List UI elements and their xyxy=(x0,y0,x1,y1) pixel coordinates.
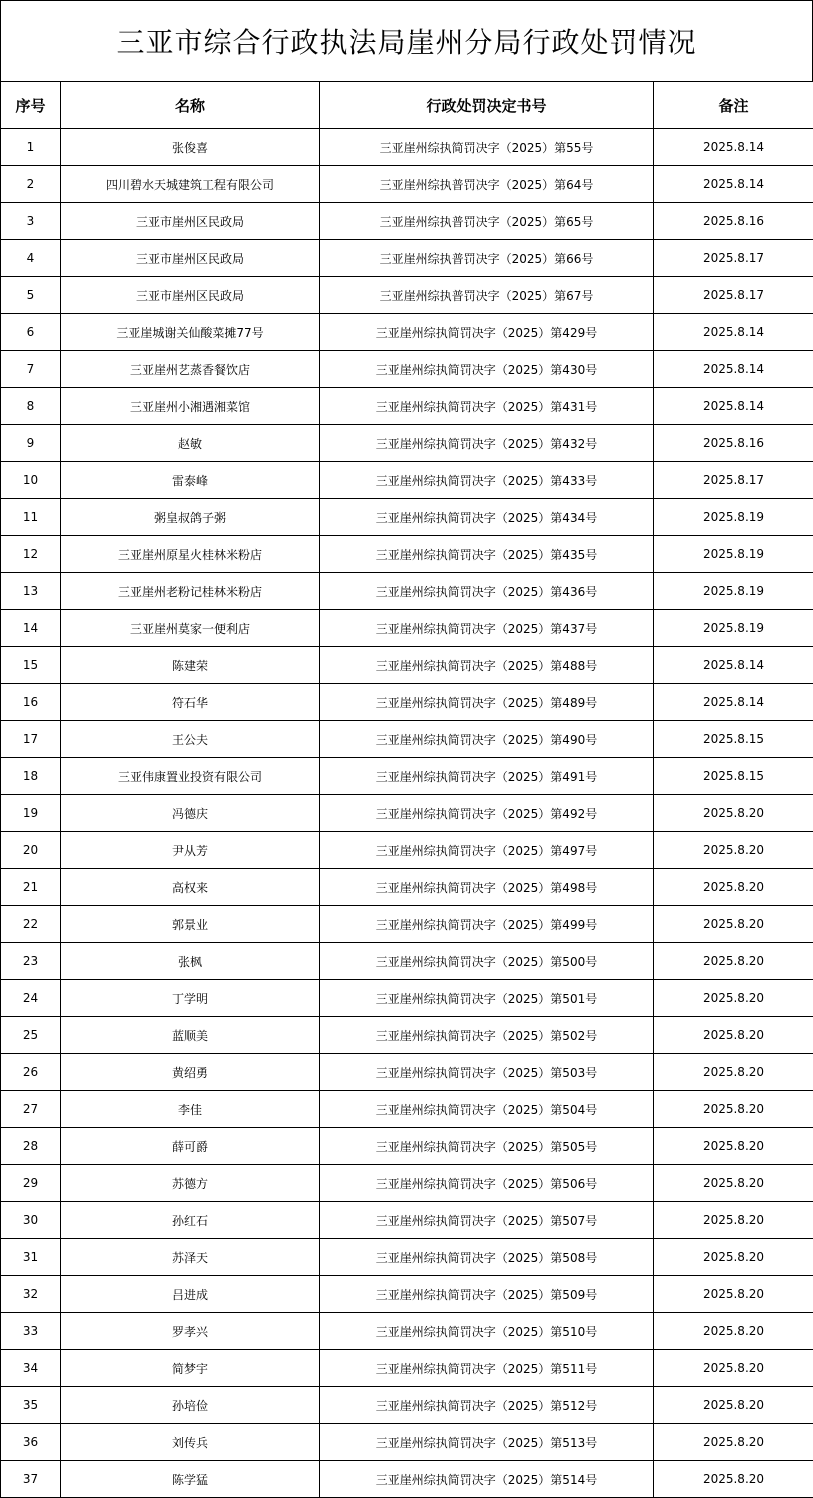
cell-decision-no: 三亚崖州综执简罚决字（2025）第505号 xyxy=(320,1128,654,1165)
cell-remark: 2025.8.14 xyxy=(654,388,813,425)
cell-seq: 21 xyxy=(1,869,61,906)
cell-seq: 3 xyxy=(1,203,61,240)
penalty-table xyxy=(0,81,813,1498)
cell-remark: 2025.8.17 xyxy=(654,240,813,277)
cell-name: 李佳 xyxy=(61,1091,320,1128)
cell-seq: 4 xyxy=(1,240,61,277)
cell-remark: 2025.8.14 xyxy=(654,314,813,351)
cell-remark: 2025.8.20 xyxy=(654,832,813,869)
cell-name: 粥皇叔鸽子粥 xyxy=(61,499,320,536)
table-row xyxy=(1,1202,813,1239)
table-row xyxy=(1,869,813,906)
cell-name: 丁学明 xyxy=(61,980,320,1017)
cell-decision-no: 三亚崖州综执简罚决字（2025）第492号 xyxy=(320,795,654,832)
cell-name: 三亚市崖州区民政局 xyxy=(61,203,320,240)
cell-remark: 2025.8.20 xyxy=(654,1350,813,1387)
table-row xyxy=(1,758,813,795)
cell-name: 薛可爵 xyxy=(61,1128,320,1165)
cell-remark: 2025.8.16 xyxy=(654,425,813,462)
cell-remark: 2025.8.20 xyxy=(654,1128,813,1165)
cell-name: 三亚崖城谢关仙酸菜摊77号 xyxy=(61,314,320,351)
cell-remark: 2025.8.20 xyxy=(654,795,813,832)
cell-decision-no: 三亚崖州综执简罚决字（2025）第490号 xyxy=(320,721,654,758)
table-row xyxy=(1,203,813,240)
table-row xyxy=(1,1313,813,1350)
cell-decision-no: 三亚崖州综执简罚决字（2025）第489号 xyxy=(320,684,654,721)
table-row xyxy=(1,1350,813,1387)
table-row xyxy=(1,943,813,980)
table-row xyxy=(1,832,813,869)
cell-seq: 35 xyxy=(1,1387,61,1424)
page-title: 三亚市综合行政执法局崖州分局行政处罚情况 xyxy=(116,26,697,59)
cell-remark: 2025.8.20 xyxy=(654,1165,813,1202)
cell-name: 苏德方 xyxy=(61,1165,320,1202)
cell-seq: 34 xyxy=(1,1350,61,1387)
cell-remark: 2025.8.19 xyxy=(654,499,813,536)
table-row xyxy=(1,1424,813,1461)
cell-remark: 2025.8.20 xyxy=(654,943,813,980)
table-row xyxy=(1,536,813,573)
cell-name: 张枫 xyxy=(61,943,320,980)
cell-seq: 28 xyxy=(1,1128,61,1165)
cell-seq: 11 xyxy=(1,499,61,536)
cell-decision-no: 三亚崖州综执简罚决字（2025）第435号 xyxy=(320,536,654,573)
cell-name: 孙红石 xyxy=(61,1202,320,1239)
cell-seq: 16 xyxy=(1,684,61,721)
cell-name: 王公夫 xyxy=(61,721,320,758)
cell-name: 三亚市崖州区民政局 xyxy=(61,240,320,277)
cell-seq: 15 xyxy=(1,647,61,684)
table-row xyxy=(1,425,813,462)
cell-decision-no: 三亚崖州综执普罚决字（2025）第64号 xyxy=(320,166,654,203)
cell-remark: 2025.8.14 xyxy=(654,129,813,166)
cell-seq: 1 xyxy=(1,129,61,166)
cell-remark: 2025.8.14 xyxy=(654,166,813,203)
cell-name: 三亚崖州原星火桂林米粉店 xyxy=(61,536,320,573)
cell-remark: 2025.8.14 xyxy=(654,647,813,684)
cell-remark: 2025.8.16 xyxy=(654,203,813,240)
table-row xyxy=(1,1091,813,1128)
cell-decision-no: 三亚崖州综执简罚决字（2025）第500号 xyxy=(320,943,654,980)
cell-seq: 9 xyxy=(1,425,61,462)
cell-remark: 2025.8.17 xyxy=(654,462,813,499)
table-row xyxy=(1,166,813,203)
cell-seq: 20 xyxy=(1,832,61,869)
table-row xyxy=(1,1276,813,1313)
cell-name: 尹从芳 xyxy=(61,832,320,869)
cell-name: 三亚市崖州区民政局 xyxy=(61,277,320,314)
table-row xyxy=(1,647,813,684)
header-seq: 序号 xyxy=(1,82,61,129)
cell-remark: 2025.8.20 xyxy=(654,1313,813,1350)
cell-name: 陈学猛 xyxy=(61,1461,320,1498)
table-row xyxy=(1,795,813,832)
cell-decision-no: 三亚崖州综执简罚决字（2025）第502号 xyxy=(320,1017,654,1054)
cell-remark: 2025.8.20 xyxy=(654,1091,813,1128)
cell-seq: 30 xyxy=(1,1202,61,1239)
cell-remark: 2025.8.20 xyxy=(654,906,813,943)
cell-remark: 2025.8.20 xyxy=(654,1461,813,1498)
table-row xyxy=(1,499,813,536)
cell-name: 黄绍勇 xyxy=(61,1054,320,1091)
cell-name: 张俊喜 xyxy=(61,129,320,166)
header-decision-no: 行政处罚决定书号 xyxy=(320,82,654,129)
cell-remark: 2025.8.15 xyxy=(654,721,813,758)
cell-decision-no: 三亚崖州综执简罚决字（2025）第508号 xyxy=(320,1239,654,1276)
cell-seq: 32 xyxy=(1,1276,61,1313)
table-row xyxy=(1,980,813,1017)
table-row xyxy=(1,240,813,277)
table-row xyxy=(1,1165,813,1202)
cell-decision-no: 三亚崖州综执简罚决字（2025）第434号 xyxy=(320,499,654,536)
table-row xyxy=(1,1239,813,1276)
cell-remark: 2025.8.20 xyxy=(654,1276,813,1313)
cell-name: 简梦宇 xyxy=(61,1350,320,1387)
cell-seq: 17 xyxy=(1,721,61,758)
cell-decision-no: 三亚崖州综执简罚决字（2025）第491号 xyxy=(320,758,654,795)
cell-seq: 13 xyxy=(1,573,61,610)
cell-seq: 8 xyxy=(1,388,61,425)
cell-seq: 12 xyxy=(1,536,61,573)
table-row xyxy=(1,462,813,499)
cell-seq: 10 xyxy=(1,462,61,499)
cell-remark: 2025.8.20 xyxy=(654,980,813,1017)
cell-name: 郭景业 xyxy=(61,906,320,943)
cell-decision-no: 三亚崖州综执简罚决字（2025）第437号 xyxy=(320,610,654,647)
table-row xyxy=(1,1128,813,1165)
cell-decision-no: 三亚崖州综执简罚决字（2025）第499号 xyxy=(320,906,654,943)
cell-seq: 22 xyxy=(1,906,61,943)
cell-decision-no: 三亚崖州综执简罚决字（2025）第506号 xyxy=(320,1165,654,1202)
cell-name: 三亚崖州莫家一便利店 xyxy=(61,610,320,647)
table-row xyxy=(1,610,813,647)
cell-remark: 2025.8.19 xyxy=(654,536,813,573)
cell-seq: 14 xyxy=(1,610,61,647)
cell-name: 吕进成 xyxy=(61,1276,320,1313)
table-row xyxy=(1,1054,813,1091)
cell-seq: 18 xyxy=(1,758,61,795)
cell-decision-no: 三亚崖州综执简罚决字（2025）第55号 xyxy=(320,129,654,166)
cell-remark: 2025.8.20 xyxy=(654,1387,813,1424)
cell-seq: 25 xyxy=(1,1017,61,1054)
cell-decision-no: 三亚崖州综执简罚决字（2025）第488号 xyxy=(320,647,654,684)
table-row xyxy=(1,351,813,388)
cell-name: 符石华 xyxy=(61,684,320,721)
table-row xyxy=(1,277,813,314)
cell-seq: 2 xyxy=(1,166,61,203)
cell-remark: 2025.8.20 xyxy=(654,1054,813,1091)
cell-seq: 29 xyxy=(1,1165,61,1202)
cell-decision-no: 三亚崖州综执简罚决字（2025）第430号 xyxy=(320,351,654,388)
cell-decision-no: 三亚崖州综执简罚决字（2025）第503号 xyxy=(320,1054,654,1091)
cell-name: 罗孝兴 xyxy=(61,1313,320,1350)
header-name: 名称 xyxy=(61,82,320,129)
cell-seq: 27 xyxy=(1,1091,61,1128)
table-row xyxy=(1,1017,813,1054)
cell-name: 三亚崖州艺蒸香餐饮店 xyxy=(61,351,320,388)
cell-decision-no: 三亚崖州综执简罚决字（2025）第514号 xyxy=(320,1461,654,1498)
cell-seq: 19 xyxy=(1,795,61,832)
cell-seq: 24 xyxy=(1,980,61,1017)
cell-remark: 2025.8.17 xyxy=(654,277,813,314)
cell-name: 苏泽天 xyxy=(61,1239,320,1276)
cell-seq: 36 xyxy=(1,1424,61,1461)
cell-name: 三亚崖州老粉记桂林米粉店 xyxy=(61,573,320,610)
cell-name: 三亚伟康置业投资有限公司 xyxy=(61,758,320,795)
cell-decision-no: 三亚崖州综执简罚决字（2025）第504号 xyxy=(320,1091,654,1128)
cell-decision-no: 三亚崖州综执简罚决字（2025）第498号 xyxy=(320,869,654,906)
cell-seq: 37 xyxy=(1,1461,61,1498)
cell-name: 蓝顺美 xyxy=(61,1017,320,1054)
table-row xyxy=(1,314,813,351)
cell-name: 高权来 xyxy=(61,869,320,906)
cell-remark: 2025.8.20 xyxy=(654,1202,813,1239)
cell-decision-no: 三亚崖州综执简罚决字（2025）第431号 xyxy=(320,388,654,425)
cell-name: 四川碧水天城建筑工程有限公司 xyxy=(61,166,320,203)
table-row xyxy=(1,129,813,166)
table-row xyxy=(1,906,813,943)
cell-name: 雷泰峰 xyxy=(61,462,320,499)
table-row xyxy=(1,1387,813,1424)
cell-decision-no: 三亚崖州综执简罚决字（2025）第432号 xyxy=(320,425,654,462)
cell-seq: 26 xyxy=(1,1054,61,1091)
cell-decision-no: 三亚崖州综执简罚决字（2025）第497号 xyxy=(320,832,654,869)
cell-decision-no: 三亚崖州综执简罚决字（2025）第509号 xyxy=(320,1276,654,1313)
table-row xyxy=(1,684,813,721)
cell-decision-no: 三亚崖州综执简罚决字（2025）第512号 xyxy=(320,1387,654,1424)
table-row xyxy=(1,1461,813,1498)
cell-remark: 2025.8.20 xyxy=(654,1424,813,1461)
cell-decision-no: 三亚崖州综执简罚决字（2025）第501号 xyxy=(320,980,654,1017)
cell-seq: 6 xyxy=(1,314,61,351)
cell-decision-no: 三亚崖州综执简罚决字（2025）第513号 xyxy=(320,1424,654,1461)
cell-remark: 2025.8.19 xyxy=(654,610,813,647)
cell-seq: 31 xyxy=(1,1239,61,1276)
table-row xyxy=(1,388,813,425)
cell-name: 冯德庆 xyxy=(61,795,320,832)
cell-name: 陈建荣 xyxy=(61,647,320,684)
cell-name: 孙培俭 xyxy=(61,1387,320,1424)
cell-remark: 2025.8.14 xyxy=(654,684,813,721)
cell-decision-no: 三亚崖州综执简罚决字（2025）第510号 xyxy=(320,1313,654,1350)
cell-name: 刘传兵 xyxy=(61,1424,320,1461)
table-row xyxy=(1,573,813,610)
cell-remark: 2025.8.20 xyxy=(654,1239,813,1276)
header-remark: 备注 xyxy=(654,82,813,129)
header-row xyxy=(1,82,813,129)
cell-name: 三亚崖州小湘遇湘菜馆 xyxy=(61,388,320,425)
cell-remark: 2025.8.19 xyxy=(654,573,813,610)
cell-seq: 33 xyxy=(1,1313,61,1350)
cell-remark: 2025.8.20 xyxy=(654,1017,813,1054)
cell-seq: 7 xyxy=(1,351,61,388)
table-body xyxy=(1,129,813,1498)
cell-decision-no: 三亚崖州综执简罚决字（2025）第433号 xyxy=(320,462,654,499)
cell-seq: 5 xyxy=(1,277,61,314)
cell-seq: 23 xyxy=(1,943,61,980)
cell-decision-no: 三亚崖州综执普罚决字（2025）第67号 xyxy=(320,277,654,314)
cell-decision-no: 三亚崖州综执简罚决字（2025）第511号 xyxy=(320,1350,654,1387)
cell-remark: 2025.8.14 xyxy=(654,351,813,388)
cell-decision-no: 三亚崖州综执简罚决字（2025）第436号 xyxy=(320,573,654,610)
cell-decision-no: 三亚崖州综执简罚决字（2025）第507号 xyxy=(320,1202,654,1239)
cell-decision-no: 三亚崖州综执普罚决字（2025）第65号 xyxy=(320,203,654,240)
title-cell xyxy=(0,0,813,81)
cell-remark: 2025.8.20 xyxy=(654,869,813,906)
cell-decision-no: 三亚崖州综执普罚决字（2025）第66号 xyxy=(320,240,654,277)
table-row xyxy=(1,721,813,758)
cell-decision-no: 三亚崖州综执简罚决字（2025）第429号 xyxy=(320,314,654,351)
cell-name: 赵敏 xyxy=(61,425,320,462)
cell-remark: 2025.8.15 xyxy=(654,758,813,795)
